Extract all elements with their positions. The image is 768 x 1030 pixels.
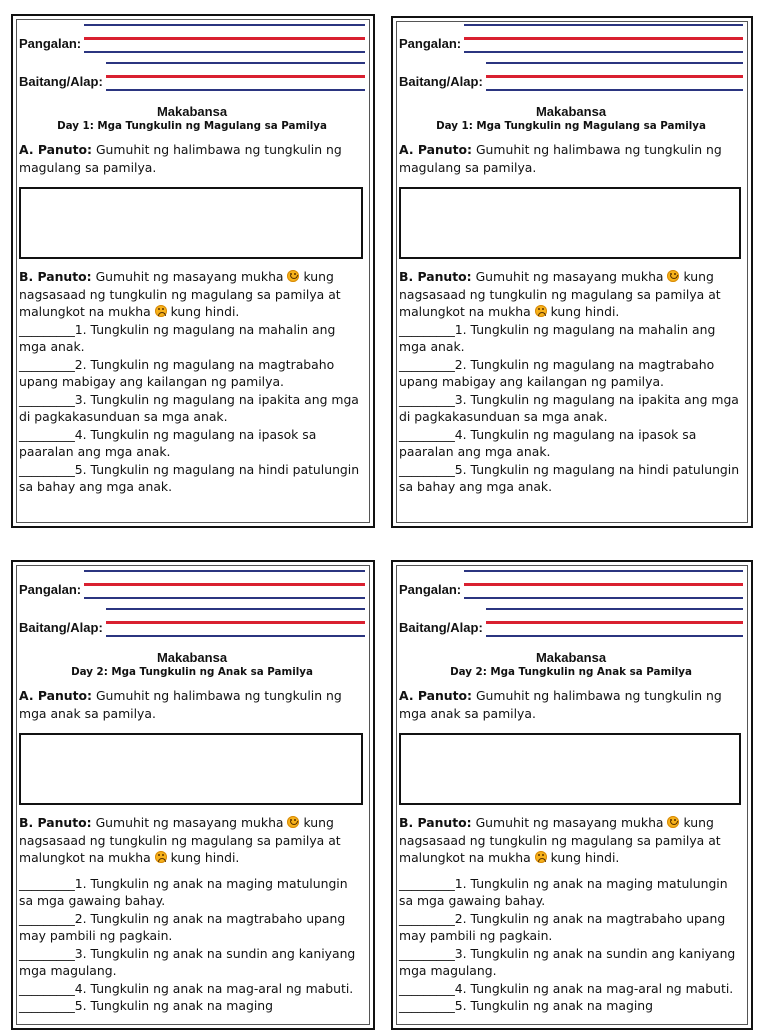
grade-writing-lines[interactable]: [106, 604, 365, 642]
list-item: _________4. Tungkulin ng magulang na ipasok sa paaralan ang mga anak.: [19, 426, 317, 459]
line-blue-top: [84, 24, 365, 26]
part-b-label: B. Panuto:: [399, 815, 472, 830]
drawing-box[interactable]: [19, 187, 363, 259]
list-item: _________5. Tungkulin ng magulang na hindi patulungin sa bahay ang mga anak.: [399, 461, 740, 494]
drawing-box[interactable]: [19, 733, 363, 805]
grade-label: Baitang/Alap:: [19, 619, 103, 635]
part-a-text: Gumuhit ng halimbawa ng tungkulin ng magulang sa pamilya.: [19, 142, 342, 175]
name-field: [399, 566, 743, 604]
name-label: Pangalan:: [19, 35, 82, 51]
list-item: _________2. Tungkulin ng magulang na magtrabaho upang mabigay ang kailangan ng pamilya.: [19, 356, 335, 389]
grade-field: [399, 604, 743, 642]
part-a-instructions: [19, 141, 365, 176]
part-a-label: A. Panuto:: [399, 142, 472, 157]
item-list: [19, 321, 365, 496]
name-writing-lines[interactable]: [464, 566, 743, 604]
part-b-text-3: kung hindi.: [170, 850, 240, 865]
line-red-mid: [464, 583, 743, 586]
list-item: _________1. Tungkulin ng anak na maging matulungin sa mga gawaing bahay.: [399, 875, 728, 908]
part-b-text-3: kung hindi.: [170, 304, 240, 319]
list-item: _________4. Tungkulin ng anak na mag-aral ng mabuti.: [19, 980, 354, 996]
subject-title: Makabansa: [156, 650, 228, 665]
part-a-instructions: [399, 687, 743, 722]
part-a-instructions: [399, 141, 743, 176]
list-item: _________1. Tungkulin ng magulang na mahalin ang mga anak.: [399, 321, 716, 354]
item-list: [399, 875, 743, 1015]
grade-label: Baitang/Alap:: [399, 73, 483, 89]
list-item: _________5. Tungkulin ng anak na maging: [399, 998, 653, 1013]
line-blue-bottom: [464, 51, 743, 53]
part-b-text-3: kung hindi.: [550, 304, 620, 319]
grade-writing-lines[interactable]: [486, 58, 743, 96]
name-field: [19, 20, 365, 58]
frowning-face-icon: [535, 305, 547, 317]
grade-field: [19, 604, 365, 642]
list-item: _________3. Tungkulin ng magulang na ipakita ang mga di pagkakasunduan sa mga anak.: [19, 391, 359, 424]
list-item: _________3. Tungkulin ng magulang na ipakita ang mga di pagkakasunduan sa mga anak.: [399, 391, 739, 424]
smiling-face-icon: [667, 816, 679, 828]
subject-title: Makabansa: [535, 104, 607, 119]
list-item: _________3. Tungkulin ng anak na sundin ang kaniyang mga magulang.: [399, 945, 736, 978]
line-blue-top: [106, 608, 365, 610]
line-blue-bottom: [106, 635, 365, 637]
grade-writing-lines[interactable]: [486, 604, 743, 642]
frowning-face-icon: [155, 305, 167, 317]
list-item: _________1. Tungkulin ng anak na maging matulungin sa mga gawaing bahay.: [19, 875, 348, 908]
card-body: [19, 566, 365, 1015]
part-b-instructions: [19, 814, 365, 867]
part-a-instructions: [19, 687, 365, 722]
frowning-face-icon: [535, 851, 547, 863]
subject-title: Makabansa: [535, 650, 607, 665]
line-blue-top: [464, 24, 743, 26]
line-red-mid: [486, 621, 743, 624]
part-b-text-1: Gumuhit ng masayang mukha: [95, 269, 284, 284]
part-a-text: Gumuhit ng halimbawa ng tungkulin ng mga anak sa pamilya.: [19, 688, 342, 721]
grade-writing-lines[interactable]: [106, 58, 365, 96]
day-title: Day 1: Mga Tungkulin ng Magulang sa Pamilya: [436, 120, 706, 132]
name-label: Pangalan:: [399, 581, 462, 597]
list-item: _________4. Tungkulin ng magulang na ipasok sa paaralan ang mga anak.: [399, 426, 697, 459]
part-a-label: A. Panuto:: [399, 688, 472, 703]
part-a-label: A. Panuto:: [19, 142, 92, 157]
subject-title: Makabansa: [156, 104, 228, 119]
line-blue-top: [486, 62, 743, 64]
line-blue-bottom: [84, 51, 365, 53]
line-red-mid: [106, 621, 365, 624]
smiling-face-icon: [287, 270, 299, 282]
line-red-mid: [464, 37, 743, 40]
worksheet-card-3: [11, 560, 375, 1030]
card-body: [399, 566, 743, 1015]
list-item: _________2. Tungkulin ng magulang na magtrabaho upang mabigay ang kailangan ng pamilya.: [399, 356, 715, 389]
list-item: _________1. Tungkulin ng magulang na mahalin ang mga anak.: [19, 321, 336, 354]
part-a-label: A. Panuto:: [19, 688, 92, 703]
line-red-mid: [84, 37, 365, 40]
part-b-label: B. Panuto:: [19, 815, 92, 830]
list-item: _________3. Tungkulin ng anak na sundin ang kaniyang mga magulang.: [19, 945, 356, 978]
line-blue-top: [464, 570, 743, 572]
part-b-text-2: kung nagsasaad ng tungkulin ng magulang sa pamilya at malungkot na mukha: [399, 815, 721, 865]
list-item: _________2. Tungkulin ng anak na magtrabaho upang may pambili ng pagkain.: [399, 910, 726, 943]
part-b-label: B. Panuto:: [19, 269, 92, 284]
drawing-box[interactable]: [399, 733, 741, 805]
name-field: [19, 566, 365, 604]
smiling-face-icon: [667, 270, 679, 282]
part-b-text-1: Gumuhit ng masayang mukha: [95, 815, 284, 830]
part-b-label: B. Panuto:: [399, 269, 472, 284]
line-blue-bottom: [84, 597, 365, 599]
day-title: Day 2: Mga Tungkulin ng Anak sa Pamilya: [71, 666, 313, 678]
line-blue-bottom: [486, 635, 743, 637]
name-label: Pangalan:: [19, 581, 82, 597]
line-red-mid: [486, 75, 743, 78]
name-label: Pangalan:: [399, 35, 462, 51]
day-title: Day 2: Mga Tungkulin ng Anak sa Pamilya: [450, 666, 692, 678]
line-blue-top: [106, 62, 365, 64]
line-red-mid: [84, 583, 365, 586]
part-b-instructions: [399, 814, 743, 867]
part-b-instructions: [399, 268, 743, 321]
part-b-text-1: Gumuhit ng masayang mukha: [475, 269, 664, 284]
name-field: [399, 20, 743, 58]
part-b-text-1: Gumuhit ng masayang mukha: [475, 815, 664, 830]
part-a-text: Gumuhit ng halimbawa ng tungkulin ng mga anak sa pamilya.: [399, 688, 722, 721]
list-item: _________5. Tungkulin ng magulang na hindi patulungin sa bahay ang mga anak.: [19, 461, 360, 494]
part-b-text-3: kung hindi.: [550, 850, 620, 865]
name-writing-lines[interactable]: [84, 566, 365, 604]
part-a-text: Gumuhit ng halimbawa ng tungkulin ng magulang sa pamilya.: [399, 142, 722, 175]
list-item: _________5. Tungkulin ng anak na maging: [19, 998, 273, 1013]
frowning-face-icon: [155, 851, 167, 863]
worksheet-card-2: [391, 16, 753, 528]
grade-label: Baitang/Alap:: [399, 619, 483, 635]
grade-field: [399, 58, 743, 96]
name-writing-lines[interactable]: [464, 20, 743, 58]
line-blue-top: [486, 608, 743, 610]
name-writing-lines[interactable]: [84, 20, 365, 58]
part-b-text-2: kung nagsasaad ng tungkulin ng magulang sa pamilya at malungkot na mukha: [19, 815, 341, 865]
grade-label: Baitang/Alap:: [19, 73, 103, 89]
item-list: [399, 321, 743, 496]
day-title: Day 1: Mga Tungkulin ng Magulang sa Pamilya: [57, 120, 327, 132]
card-body: [19, 20, 365, 496]
worksheet-card-4: [391, 560, 753, 1030]
part-b-text-2: kung nagsasaad ng tungkulin ng magulang sa pamilya at malungkot na mukha: [399, 269, 721, 319]
part-b-instructions: [19, 268, 365, 321]
line-blue-top: [84, 570, 365, 572]
grade-field: [19, 58, 365, 96]
card-body: [399, 20, 743, 496]
part-b-text-2: kung nagsasaad ng tungkulin ng magulang sa pamilya at malungkot na mukha: [19, 269, 341, 319]
worksheet-card-1: [11, 14, 375, 528]
item-list: [19, 875, 365, 1015]
line-blue-bottom: [464, 597, 743, 599]
line-red-mid: [106, 75, 365, 78]
list-item: _________4. Tungkulin ng anak na mag-aral ng mabuti.: [399, 980, 734, 996]
line-blue-bottom: [106, 89, 365, 91]
line-blue-bottom: [486, 89, 743, 91]
drawing-box[interactable]: [399, 187, 741, 259]
list-item: _________2. Tungkulin ng anak na magtrabaho upang may pambili ng pagkain.: [19, 910, 346, 943]
smiling-face-icon: [287, 816, 299, 828]
